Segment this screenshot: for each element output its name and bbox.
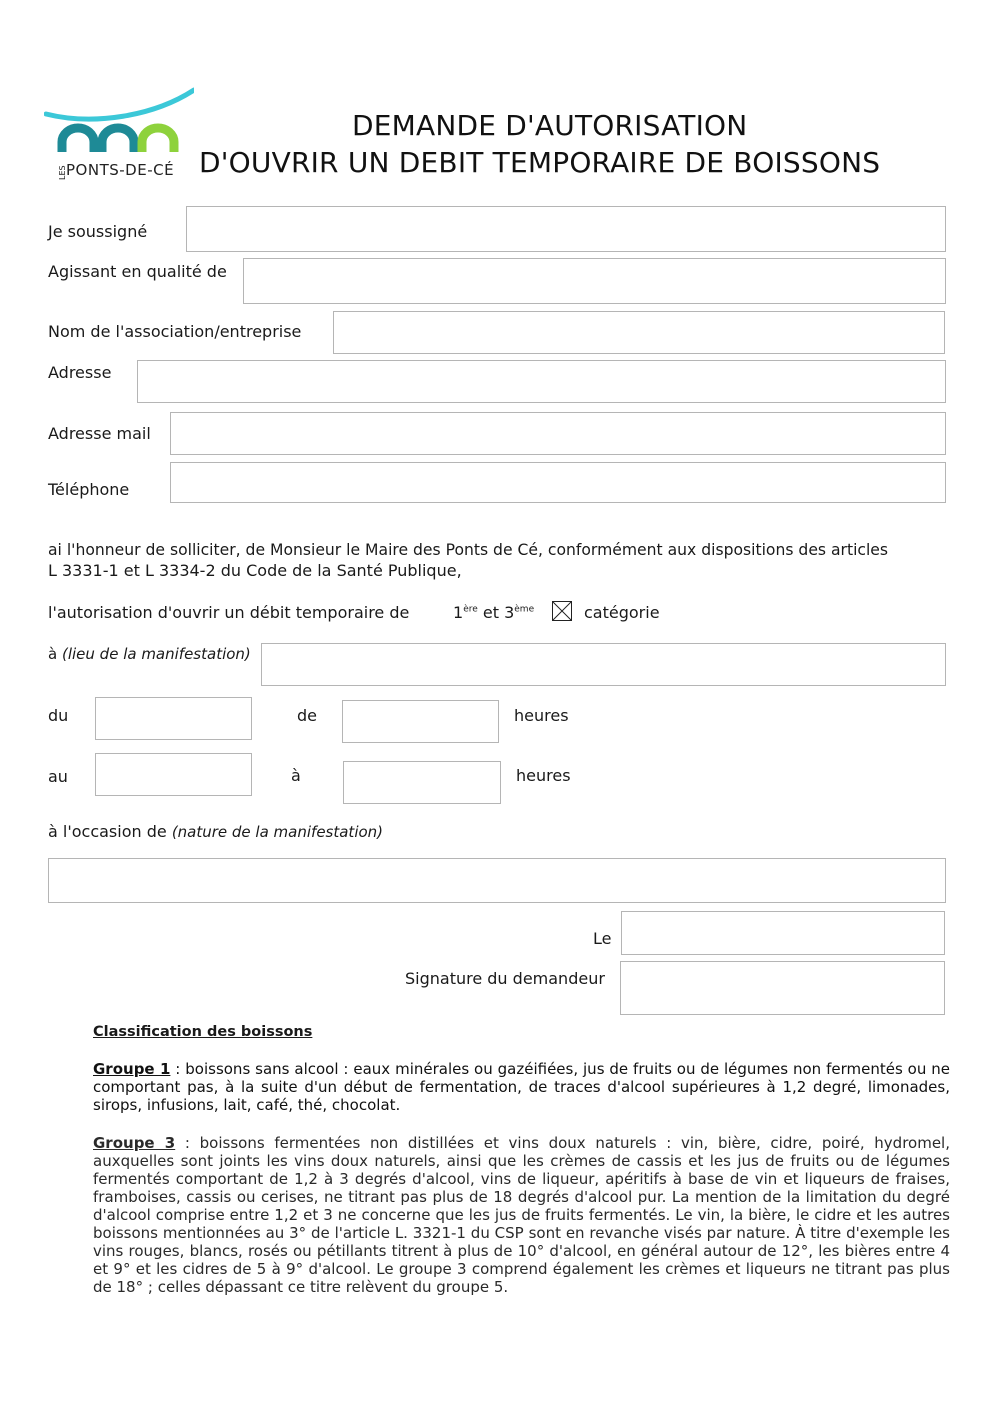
mail-field[interactable]: [170, 412, 946, 455]
au-label: au: [48, 767, 68, 786]
categorie-label: catégorie: [584, 603, 660, 622]
lieu-label: [48, 645, 251, 663]
lieu-italic: (lieu de la manifestation): [61, 645, 251, 663]
logo: [44, 86, 194, 186]
checkbox-cross-icon: [552, 601, 572, 621]
categorie-et: et: [482, 603, 499, 622]
du-label: du: [48, 706, 69, 725]
qualite-label: Agissant en qualité de: [48, 262, 227, 281]
mail-label: Adresse mail: [48, 424, 151, 443]
soussigne-label: Je soussigné: [48, 222, 148, 241]
telephone-label: Téléphone: [48, 480, 130, 499]
groupe1-label: Groupe 1: [93, 1060, 171, 1078]
title-line-1: DEMANDE D'AUTORISATION: [352, 109, 748, 142]
occasion-italic: (nature de la manifestation): [171, 823, 384, 841]
categorie-third-number: 3: [504, 603, 515, 622]
adresse-field[interactable]: [137, 360, 946, 403]
title-line-2: D'OUVRIR UN DEBIT TEMPORAIRE DE BOISSONS: [199, 146, 881, 179]
heures-label-2: heures: [516, 766, 571, 785]
autorisation-text: l'autorisation d'ouvrir un débit temporaire de: [48, 603, 410, 622]
heures-label-1: heures: [514, 706, 569, 725]
logo-arc-1: [62, 128, 94, 152]
au-date-field[interactable]: [95, 753, 252, 796]
logo-graphic: [44, 86, 194, 166]
lieu-field[interactable]: [261, 643, 946, 686]
soussigne-field[interactable]: [186, 206, 946, 252]
le-label: Le: [593, 929, 612, 948]
a-heure-field[interactable]: [343, 761, 501, 804]
adresse-label: Adresse: [48, 363, 112, 382]
categorie-third-sup: ème: [514, 604, 535, 615]
signature-label: Signature du demandeur: [405, 969, 605, 988]
classification-heading-text: Classification des boissons: [93, 1024, 313, 1040]
logo-wave: [46, 90, 194, 119]
groupe3-paragraph: [93, 1134, 950, 1296]
groupe3-text: : boissons fermentées non distillées et vins doux naturels : vin, bière, cidre, poiré, hydromel, auxquelles sont joints les vins doux naturels, ainsi que les crèmes de cassis et les jus de fruits ou de légumes fermentés comportant de 1,2 à 3 degrés d'alcool, vins de liqueur, apéritifs à base de vin et liqueurs de fraises, framboises, cassis ou cerises, ne titrant pas plus de 18 degrés d'alcool pur. La mention de la limitation du degré d'alcool comprise entre 1,2 et 3 ne concerne que les jus de fruits fermentés. Le vin, la bière, le cidre et les autres boissons mentionnées au 3° de l'article L. 3321-1 du CSP sont en revanche visés par nature. À titre d'exemple les vins rouges, blancs, rosés ou pétillants titrent à plus de 10° d'alcool, en général autour de 12°, les bières entre 4 et 9° et les cidres de 5 à 9° d'alcool. Le groupe 3 comprend également les crèmes et liqueurs ne titrant pas plus de 18° ; celles dépassant ce titre relèvent du groupe 5.: [93, 1134, 950, 1296]
a-label: à: [291, 766, 301, 785]
logo-arc-3: [142, 128, 174, 152]
classification-heading: [93, 1024, 312, 1040]
groupe3-label: Groupe 3: [93, 1134, 176, 1152]
de-heure-field[interactable]: [342, 700, 499, 743]
du-date-field[interactable]: [95, 697, 252, 740]
intro-line-2: L 3331-1 et L 3334-2 du Code de la Santé Publique,: [48, 561, 462, 580]
categorie-checkbox[interactable]: [552, 601, 572, 621]
occasion-field[interactable]: [48, 858, 946, 903]
de-label: de: [297, 706, 317, 725]
categorie-first-sup: ère: [463, 604, 478, 615]
signature-field[interactable]: [620, 961, 945, 1015]
association-label: Nom de l'association/entreprise: [48, 322, 302, 341]
groupe1-paragraph: [93, 1060, 950, 1114]
association-field[interactable]: [333, 311, 945, 354]
occasion-text: à l'occasion de: [48, 822, 167, 841]
logo-vertical-text: LES: [58, 165, 67, 180]
intro-line-1: ai l'honneur de solliciter, de Monsieur le Maire des Ponts de Cé, conformément aux dispositions des articles: [48, 541, 889, 559]
qualite-field[interactable]: [243, 258, 946, 304]
groupe1-text: : boissons sans alcool : eaux minérales ou gazéifiées, jus de fruits ou de légumes non fermentés ou ne comportant pas, à la suite d'un début de fermentation, de traces d'alcool supérieures à 1,2 degré, limonades, sirops, infusions, lait, café, thé, chocolat.: [93, 1060, 950, 1114]
lieu-a: à: [48, 645, 58, 663]
logo-text: PONTS-DE-CÉ: [66, 161, 175, 179]
logo-arc-2: [102, 128, 134, 152]
telephone-field[interactable]: [170, 462, 946, 503]
categorie-first: [453, 603, 534, 622]
le-date-field[interactable]: [621, 911, 945, 955]
occasion-label: [48, 822, 383, 841]
categorie-first-number: 1: [453, 603, 464, 622]
